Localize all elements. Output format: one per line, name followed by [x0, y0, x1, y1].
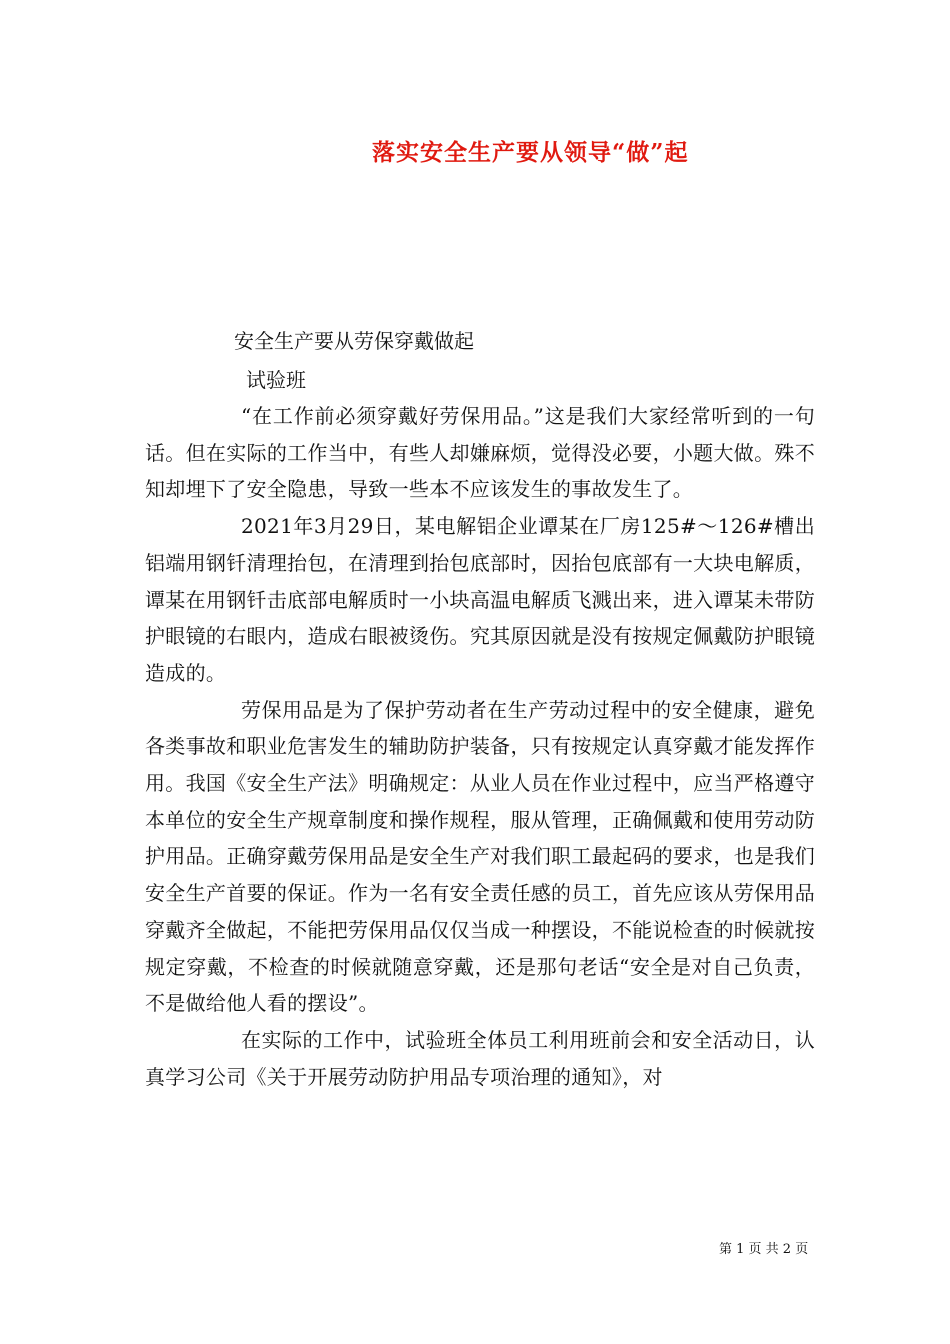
paragraph: “在工作前必须穿戴好劳保用品。”这是我们大家经常听到的一句话。但在实际的工作当中，有些人却嫌麻烦，觉得没必要，小题大做。殊不知却埋下了安全隐患，导致一些本不应该发生的事故发生了。 — [145, 404, 815, 502]
document-title: 落实安全生产要从领导“做”起 — [372, 139, 689, 166]
paragraph: 在实际的工作中，试验班全体员工利用班前会和安全活动日，认真学习公司《关于开展劳动防护用品专项治理的通知》，对 — [145, 1027, 815, 1089]
article-subtitle: 安全生产要从劳保穿戴做起 — [234, 329, 474, 353]
article-body — [145, 398, 815, 1095]
paragraph: 劳保用品是为了保护劳动者在生产劳动过程中的安全健康，避免各类事故和职业危害发生的辅助防护装备，只有按规定认真穿戴才能发挥作用。我国《安全生产法》明确规定：从业人员在作业过程中，应当严格遵守本单位的安全生产规章制度和操作规程，服从管理，正确佩戴和使用劳动防护用品。正确穿戴劳保用品是安全生产对我们职工最起码的要求，也是我们安全生产首要的保证。作为一名有安全责任感的员工，首先应该从劳保用品穿戴齐全做起，不能把劳保用品仅仅当成一种摆设，不能说检查的时候就按规定穿戴，不检查的时候就随意穿戴，还是那句老话“安全是对自己负责，不是做给他人看的摆设”。 — [145, 697, 815, 1016]
article-author: 试验班 — [246, 368, 306, 392]
page-number: 第 1 页 共 2 页 — [719, 1242, 809, 1257]
paragraph: 2021年3月29日，某电解铝企业谭某在厂房125#～126#槽出铝端用钢钎清理抬包，在清理到抬包底部时，因抬包底部有一大块电解质，谭某在用钢钎击底部电解质时一小块高温电解质飞溅出来，进入谭某未带防护眼镜的右眼内，造成右眼被烫伤。究其原因就是没有按规定佩戴防护眼镜造成的。 — [145, 514, 815, 685]
